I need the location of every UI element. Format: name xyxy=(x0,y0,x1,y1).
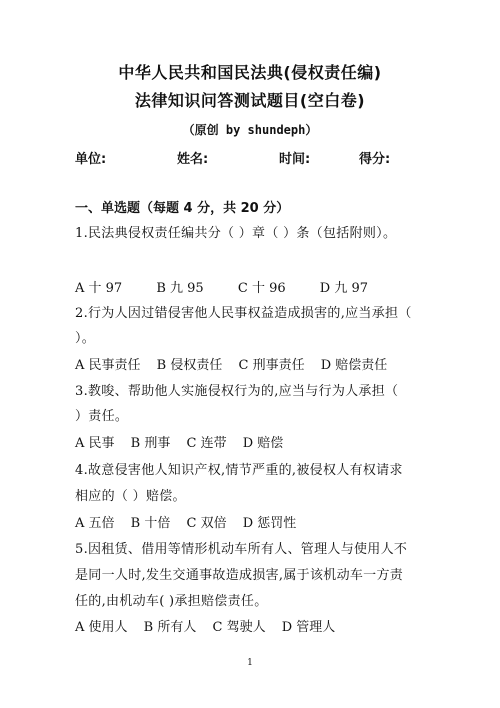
option-c: C 双倍 xyxy=(186,516,227,531)
question-5-text-line2: 是同一人时,发生交通事故造成损害,属于该机动车一方责 xyxy=(75,568,404,583)
option-d: D 赔偿 xyxy=(242,436,284,451)
document-title-line2: 法律知识问答测试题目(空白卷) xyxy=(134,91,366,110)
option-c: C 十 96 xyxy=(237,281,286,296)
option-c: C 刑事责任 xyxy=(238,358,305,373)
option-d: D 管理人 xyxy=(281,620,336,635)
question-2-options xyxy=(75,354,399,373)
unit-field-label: 单位: xyxy=(75,152,107,167)
question-3-text-line2: ）责任。 xyxy=(75,409,129,424)
option-d: D 赔偿责任 xyxy=(320,358,388,373)
option-b: B 九 95 xyxy=(156,281,204,296)
option-b: B 刑事 xyxy=(130,436,171,451)
question-3-text-line1: 3.教唆、帮助他人实施侵权行为的,应当与行为人承担（ xyxy=(75,384,399,399)
option-b: B 十倍 xyxy=(130,516,171,531)
question-5-text-line1: 5.因租赁、借用等情形机动车所有人、管理人与使用人不 xyxy=(75,542,408,557)
section-heading: 一、单选题（每题 4 分，共 20 分） xyxy=(75,201,290,216)
option-a: A 五倍 xyxy=(75,516,115,531)
author-note: （原创 by shundeph） xyxy=(182,123,318,137)
time-field-label: 时间: xyxy=(279,152,311,167)
page-number: 1 xyxy=(247,658,253,668)
option-c: C 连带 xyxy=(186,436,227,451)
option-a: A 使用人 xyxy=(75,620,128,635)
question-3-options xyxy=(75,432,295,451)
header-fields xyxy=(75,148,465,168)
question-2-text-line1: 2.行为人因过错侵害他人民事权益造成损害的,应当承担（ xyxy=(75,306,412,321)
option-d: D 惩罚性 xyxy=(242,516,297,531)
option-b: B 所有人 xyxy=(143,620,197,635)
question-1-text: 1.民法典侵权责任编共分（ ）章（ ）条（包括附则）。 xyxy=(75,226,397,241)
option-a: A 十 97 xyxy=(75,281,123,296)
name-field-label: 姓名: xyxy=(177,152,209,167)
question-4-text-line2: 相应的（ ）赔偿。 xyxy=(75,489,186,504)
question-5-options xyxy=(75,616,347,635)
option-d: D 九 97 xyxy=(319,281,368,296)
option-b: B 侵权责任 xyxy=(156,358,223,373)
option-a: A 民事责任 xyxy=(75,358,141,373)
question-5-text-line3: 任的,由机动车( )承担赔偿责任。 xyxy=(75,594,268,609)
question-4-options xyxy=(75,512,308,531)
option-a: A 民事 xyxy=(75,436,115,451)
question-2-text-line2: ）。 xyxy=(75,331,96,346)
question-1-options xyxy=(75,277,398,296)
document-title-line1: 中华人民共和国民法典(侵权责任编) xyxy=(118,63,382,82)
score-field-label: 得分: xyxy=(359,152,391,167)
question-4-text-line1: 4.故意侵害他人知识产权,情节严重的,被侵权人有权请求 xyxy=(75,463,403,478)
option-c: C 驾驶人 xyxy=(212,620,266,635)
